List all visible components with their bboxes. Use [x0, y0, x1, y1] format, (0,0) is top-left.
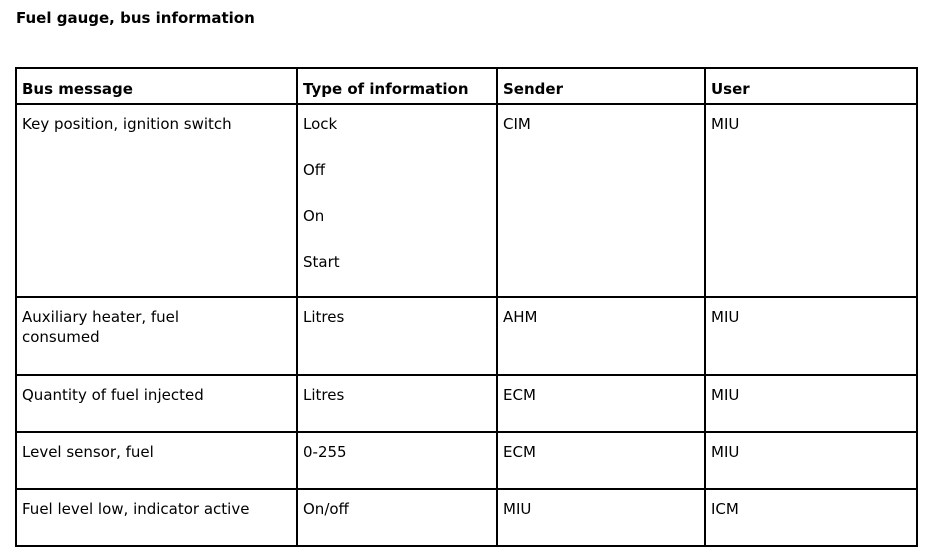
bus-message-text: Level sensor, fuel: [22, 443, 154, 461]
information-type-cell: [297, 375, 497, 432]
sender-cell: [497, 297, 705, 375]
user-cell: [705, 489, 917, 546]
column-header-user: User: [705, 68, 917, 104]
information-value: Lock: [303, 115, 338, 133]
user-text: MIU: [711, 443, 740, 461]
user-text: ICM: [711, 500, 739, 518]
information-value: 0-255: [303, 443, 347, 461]
column-header-sender: Sender: [497, 68, 705, 104]
user-cell: [705, 104, 917, 297]
column-header-type-of-information: Type of information: [297, 68, 497, 104]
user-text: MIU: [711, 386, 740, 404]
information-type-cell: [297, 297, 497, 375]
sender-text: ECM: [503, 386, 536, 404]
user-cell: [705, 297, 917, 375]
information-value: Start: [303, 253, 340, 271]
information-type-cell: [297, 489, 497, 546]
column-header-bus-message: Bus message: [16, 68, 297, 104]
information-value: Off: [303, 161, 326, 179]
sender-cell: [497, 489, 705, 546]
user-cell: [705, 375, 917, 432]
information-value: Litres: [303, 308, 345, 326]
sender-cell: [497, 375, 705, 432]
bus-message-cell: [16, 489, 297, 546]
sender-text: CIM: [503, 115, 531, 133]
sender-cell: [497, 104, 705, 297]
bus-message-cell: [16, 375, 297, 432]
information-value: On/off: [303, 500, 349, 518]
bus-message-cell: [16, 104, 297, 297]
bus-message-text: Auxiliary heater, fuel consumed: [22, 308, 180, 346]
bus-message-cell: [16, 432, 297, 489]
information-value: On: [303, 207, 325, 225]
table-row: [16, 104, 917, 297]
information-value: Litres: [303, 386, 345, 404]
sender-cell: [497, 432, 705, 489]
bus-information-table: [15, 67, 918, 547]
page-title: Fuel gauge, bus information: [16, 9, 255, 27]
table-row: [16, 432, 917, 489]
sender-text: ECM: [503, 443, 536, 461]
information-type-cell: [297, 432, 497, 489]
table-row: [16, 297, 917, 375]
bus-message-text: Fuel level low, indicator active: [22, 500, 250, 518]
user-cell: [705, 432, 917, 489]
bus-message-cell: [16, 297, 297, 375]
bus-message-text: Key position, ignition switch: [22, 115, 232, 133]
table-header-row: [16, 68, 917, 104]
table-row: [16, 489, 917, 546]
sender-text: MIU: [503, 500, 532, 518]
sender-text: AHM: [503, 308, 538, 326]
bus-message-text: Quantity of fuel injected: [22, 386, 204, 404]
table-row: [16, 375, 917, 432]
information-type-cell: [297, 104, 497, 297]
user-text: MIU: [711, 308, 740, 326]
user-text: MIU: [711, 115, 740, 133]
